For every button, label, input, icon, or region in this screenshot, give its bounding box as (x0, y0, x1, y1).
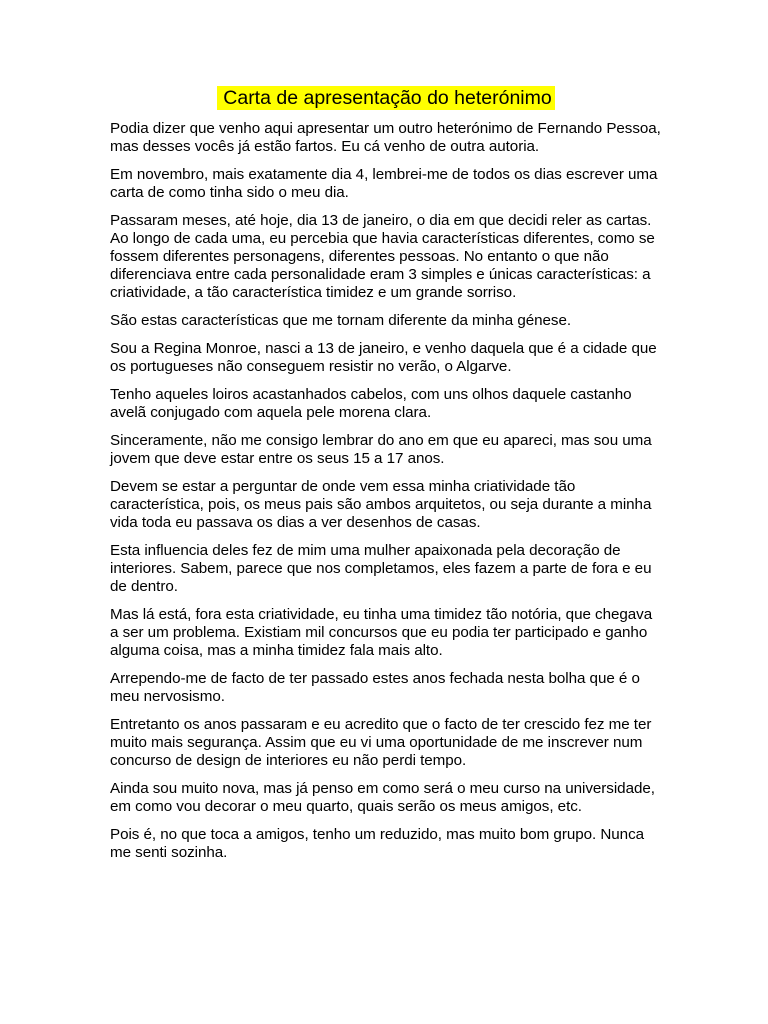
document-body (110, 86, 662, 872)
paragraph-2: Em novembro, mais exatamente dia 4, lembrei-me de todos os dias escrever uma carta de como tinha sido o meu dia. (110, 166, 658, 201)
paragraph-5: Sou a Regina Monroe, nasci a 13 de janeiro, e venho daquela que é a cidade que os portugueses não conseguem resistir no verão, o Algarve. (110, 340, 657, 375)
paragraph-12: Entretanto os anos passaram e eu acredito que o facto de ter crescido fez me ter muito mais segurança. Assim que eu vi uma oportunidade de me inscrever num concurso de design de interiores eu não perdi tempo. (110, 716, 652, 769)
document-title: Carta de apresentação do heterónimo (217, 86, 554, 110)
paragraph-1: Podia dizer que venho aqui apresentar um outro heterónimo de Fernando Pessoa, mas desses vocês já estão fartos. Eu cá venho de outra autoria. (110, 120, 661, 155)
paragraph-4: São estas características que me tornam diferente da minha génese. (110, 312, 572, 329)
paragraph-7: Sinceramente, não me consigo lembrar do ano em que eu apareci, mas sou uma jovem que deve estar entre os seus 15 a 17 anos. (110, 432, 652, 467)
paragraph-13: Ainda sou muito nova, mas já penso em como será o meu curso na universidade, em como vou decorar o meu quarto, quais serão os meus amigos, etc. (110, 780, 655, 815)
paragraph-11: Arrependo-me de facto de ter passado estes anos fechada nesta bolha que é o meu nervosismo. (110, 670, 640, 705)
title-container (110, 86, 662, 110)
paragraph-3: Passaram meses, até hoje, dia 13 de janeiro, o dia em que decidi reler as cartas. Ao longo de cada uma, eu percebia que havia características diferentes, como se fossem diferentes personagens, diferentes pessoas. No entanto o que não diferenciava entre cada personalidade eram 3 simples e únicas características: a criatividade, a tão característica timidez e um grande sorriso. (110, 212, 655, 301)
paragraph-6: Tenho aqueles loiros acastanhados cabelos, com uns olhos daquele castanho avelã conjugado com aquela pele morena clara. (110, 386, 632, 421)
paragraph-10: Mas lá está, fora esta criatividade, eu tinha uma timidez tão notória, que chegava a ser um problema. Existiam mil concursos que eu podia ter participado e ganho alguma coisa, mas a minha timidez fala mais alto. (110, 606, 653, 659)
paragraph-14: Pois é, no que toca a amigos, tenho um reduzido, mas muito bom grupo. Nunca me senti sozinha. (110, 826, 645, 861)
paragraph-8: Devem se estar a perguntar de onde vem essa minha criatividade tão característica, pois, os meus pais são ambos arquitetos, ou seja durante a minha vida toda eu passava os dias a ver desenhos de casas. (110, 478, 652, 531)
paragraph-9: Esta influencia deles fez de mim uma mulher apaixonada pela decoração de interiores. Sabem, parece que nos completamos, eles fazem a parte de fora e eu de dentro. (110, 542, 652, 595)
